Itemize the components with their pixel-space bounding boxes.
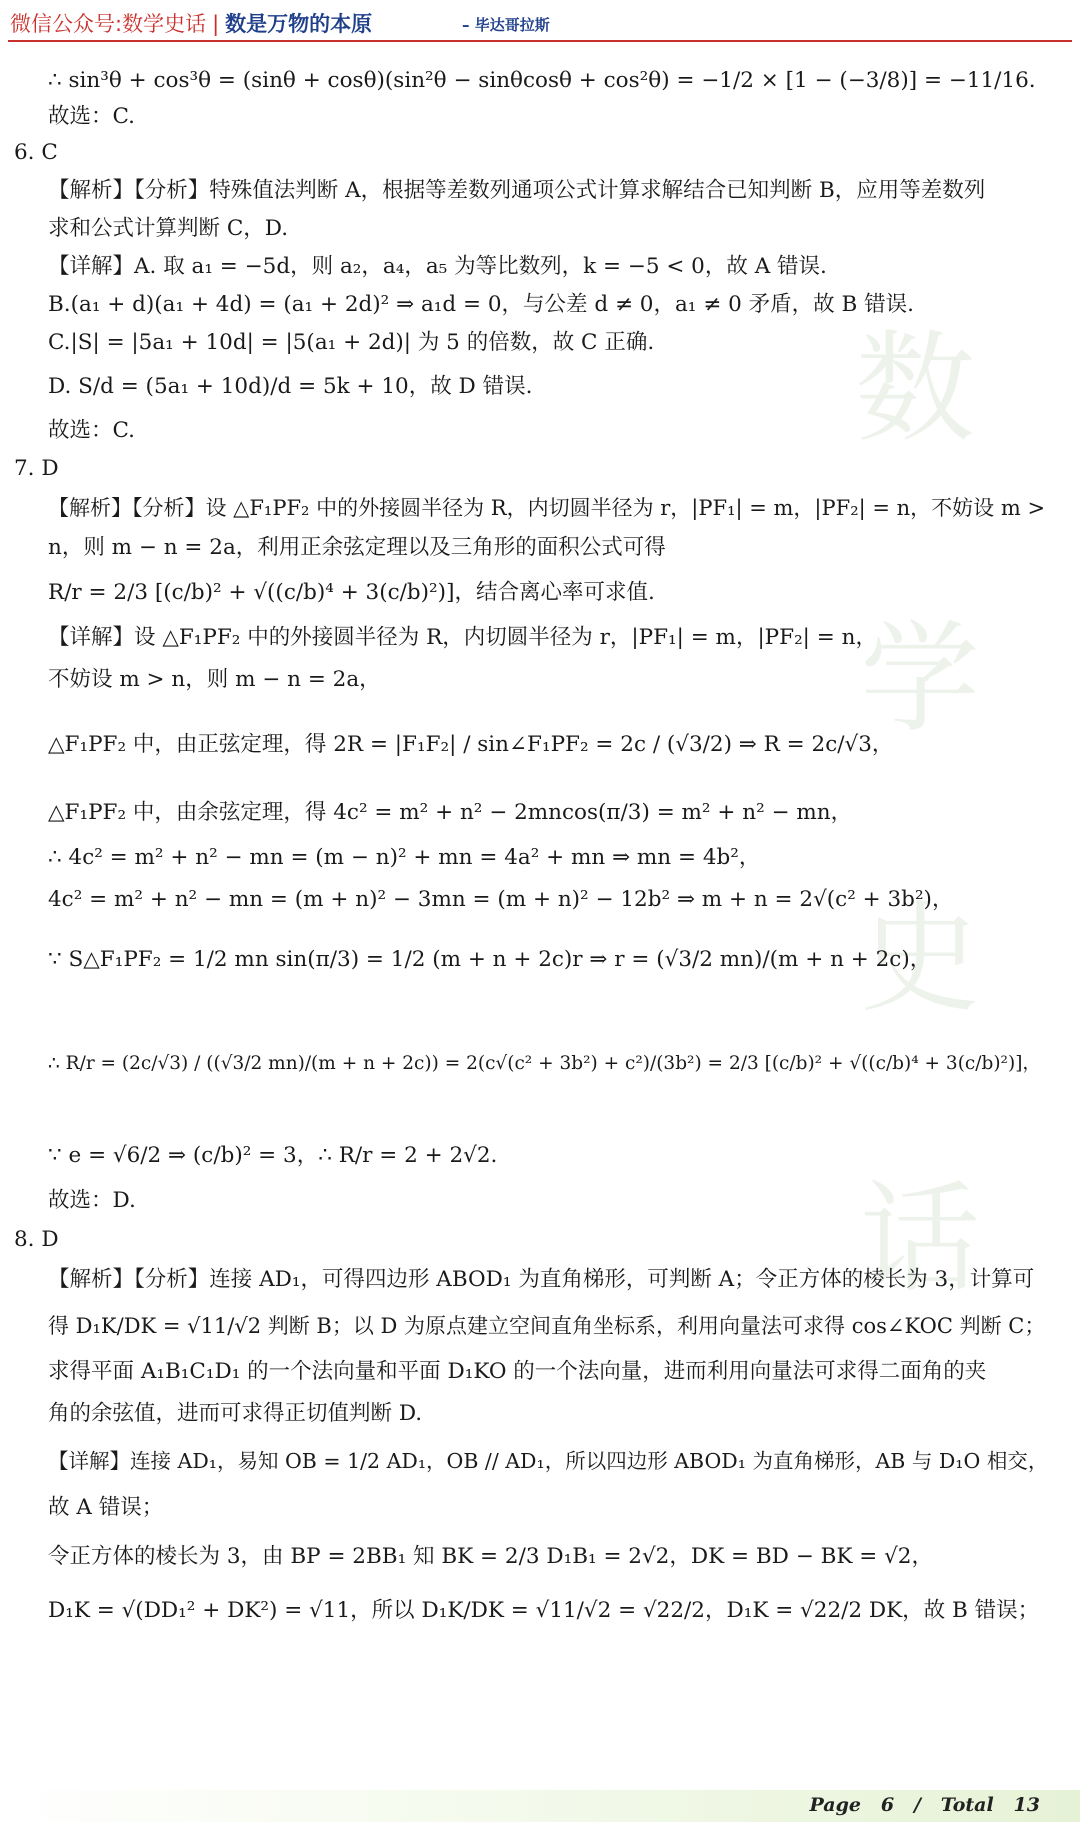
text-line: △F₁PF₂ 中，由余弦定理，得 4c² = m² + n² − 2mncos(π/3) = m² + n² − mn， [48, 800, 853, 825]
header-title [10, 8, 372, 38]
question-number: 7. D [14, 456, 59, 481]
text-line: 【解析】【分析】特殊值法判断 A，根据等差数列通项公式计算求解结合已知判断 B，应用等差数列 [48, 178, 986, 203]
text-line: 【解析】【分析】连接 AD₁，可得四边形 ABOD₁ 为直角梯形，可判断 A；令正方体的棱长为 3，计算可 [48, 1267, 1035, 1292]
text-line: ∵ e = √6/2 ⇒ (c/b)² = 3，∴ R/r = 2 + 2√2. [48, 1143, 498, 1168]
page-indicator [810, 1794, 1040, 1816]
text-line: ∴ R/r = (2c/√3) / ((√3/2 mn)/(m + n + 2c)) = 2(c√(c² + 3b²) + c²)/(3b²) = 2/3 [(c/b)² + √((c/b)⁴ + 3(c/b)²)]， [48, 1053, 1041, 1074]
text-line: B.(a₁ + d)(a₁ + 4d) = (a₁ + 2d)² ⇒ a₁d = 0，与公差 d ≠ 0，a₁ ≠ 0 矛盾，故 B 错误. [48, 292, 914, 317]
question-number: 8. D [14, 1227, 59, 1252]
question-number: 6. C [14, 140, 58, 165]
text-line: 角的余弦值，进而可求得正切值判断 D. [48, 1401, 423, 1426]
text-line: ∵ S△F₁PF₂ = 1/2 mn sin(π/3) = 1/2 (m + n + 2c)r ⇒ r = (√3/2 mn)/(m + n + 2c)， [48, 947, 932, 972]
page-footer [0, 1790, 1080, 1822]
text-line: 求得平面 A₁B₁C₁D₁ 的一个法向量和平面 D₁KO 的一个法向量，进而利用向量法可求得二面角的夹 [48, 1359, 987, 1384]
total-label: Total [940, 1794, 994, 1816]
text-line: 不妨设 m > n，则 m − n = 2a， [48, 667, 381, 692]
text-line: R/r = 2/3 [(c/b)² + √((c/b)⁴ + 3(c/b)²)]，结合离心率可求值. [48, 580, 655, 605]
text-line: △F₁PF₂ 中，由正弦定理，得 2R = |F₁F₂| / sin∠F₁PF₂ = 2c / (√3/2) ⇒ R = 2c/√3， [48, 732, 894, 757]
text-line: 【详解】设 △F₁PF₂ 中的外接圆半径为 R，内切圆半径为 r，|PF₁| = m，|PF₂| = n， [48, 625, 877, 650]
text-line: 求和公式计算判断 C，D. [48, 216, 289, 241]
text-line: D₁K = √(DD₁² + DK²) = √11，所以 D₁K/DK = √11/√2 = √22/2，D₁K = √22/2 DK，故 B 错误； [48, 1598, 1040, 1623]
text-line: 故选：C. [48, 104, 136, 129]
page-header [0, 0, 1080, 44]
text-line: 【解析】【分析】设 △F₁PF₂ 中的外接圆半径为 R，内切圆半径为 r，|PF₁| = m，|PF₂| = n，不妨设 m > [48, 496, 1046, 520]
header-slogan: 数是万物的本原 [225, 12, 373, 36]
text-line: 故选：D. [48, 1188, 136, 1213]
text-line: C.|S| = |5a₁ + 10d| = |5(a₁ + 2d)| 为 5 的倍数，故 C 正确. [48, 330, 655, 355]
text-line: 【详解】连接 AD₁，易知 OB = 1/2 AD₁，OB // AD₁，所以四边形 ABOD₁ 为直角梯形，AB 与 D₁O 相交， [48, 1449, 1049, 1473]
watermark-char: 数 [855, 320, 975, 459]
header-attribution: – 毕达哥拉斯 [462, 16, 550, 34]
page-slash: / [913, 1794, 921, 1816]
text-line: ∴ sin³θ + cos³θ = (sinθ + cosθ)(sin²θ − sinθcosθ + cos²θ) = −1/2 × [1 − (−3/8)] = −11/16. [48, 68, 1036, 93]
text-line: 故选：C. [48, 418, 136, 443]
header-separator: | [212, 12, 220, 36]
header-divider [8, 40, 1072, 42]
text-line: ∴ 4c² = m² + n² − mn = (m − n)² + mn = 4a² + mn ⇒ mn = 4b²， [48, 845, 761, 870]
text-line: 4c² = m² + n² − mn = (m + n)² − 3mn = (m + n)² − 12b² ⇒ m + n = 2√(c² + 3b²)， [48, 887, 954, 912]
text-line: 故 A 错误； [48, 1495, 164, 1520]
page-number: 6 [880, 1794, 895, 1816]
account-name: 微信公众号:数学史话 [10, 12, 207, 36]
text-line: 令正方体的棱长为 3，由 BP = 2BB₁ 知 BK = 2/3 D₁B₁ = 2√2，DK = BD − BK = √2， [48, 1544, 933, 1569]
text-line: 【详解】A. 取 a₁ = −5d，则 a₂，a₄，a₅ 为等比数列，k = −5 < 0，故 A 错误. [48, 254, 827, 279]
text-line: 得 D₁K/DK = √11/√2 判断 B；以 D 为原点建立空间直角坐标系，利用向量法可求得 cos∠KOC 判断 C； [48, 1314, 1046, 1338]
page-label: Page [809, 1794, 861, 1816]
text-line: D. S/d = (5a₁ + 10d)/d = 5k + 10，故 D 错误. [48, 374, 533, 399]
text-line: n，则 m − n = 2a，利用正余弦定理以及三角形的面积公式可得 [48, 535, 666, 560]
watermark-char: 话 [860, 1170, 980, 1309]
total-pages: 13 [1013, 1794, 1040, 1816]
watermark-char: 学 [860, 610, 980, 749]
watermark-char: 史 [860, 890, 980, 1029]
